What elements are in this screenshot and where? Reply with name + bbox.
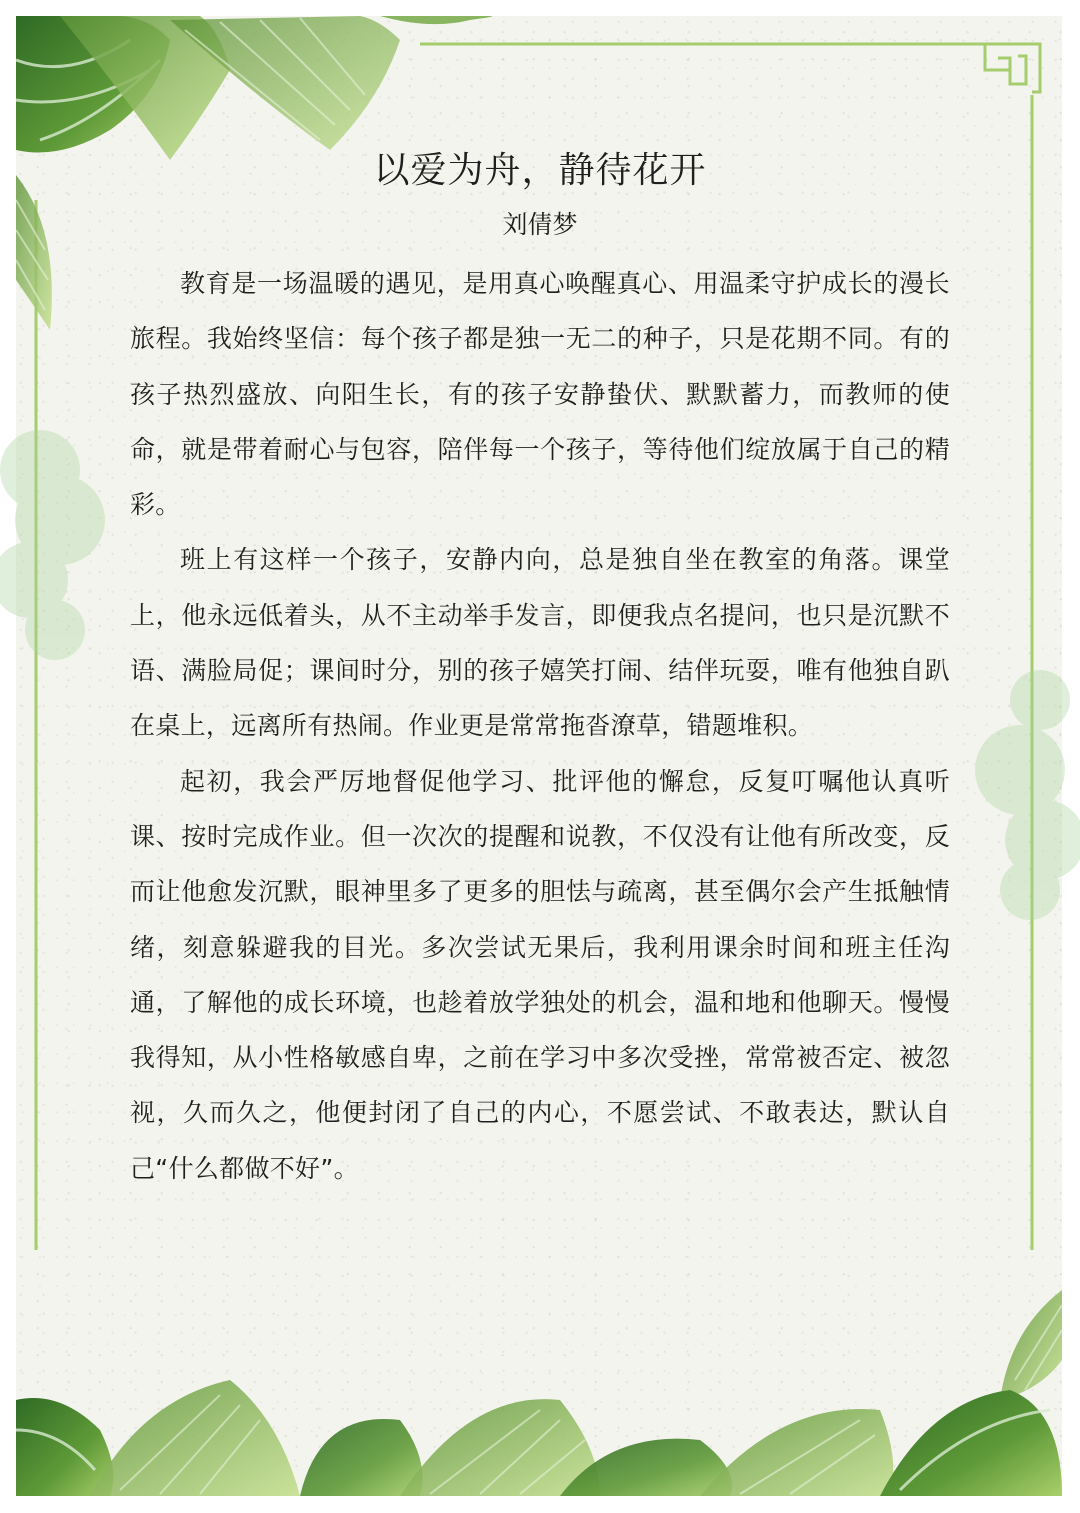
watercolor-tree-icon (975, 670, 1080, 920)
palm-leaf-icon (1000, 1290, 1062, 1400)
paragraph-1: 教育是一场温暖的遇见，是用真心唤醒真心、用温柔守护成长的漫长旅程。我始终坚信：每个孩子都是独一无二的种子，只是花期不同。有的孩子热烈盛放、向阳生长，有的孩子安静蛰伏、默默蓄力，而教师的使命，就是带着耐心与包容，陪伴每一个孩子，等待他们绽放属于自己的精彩。 (130, 269, 950, 520)
paragraph-2: 班上有这样一个孩子，安静内向，总是独自坐在教室的角落。课堂上，他永远低着头，从不主动举手发言，即便我点名提问，也只是沉默不语、满脸局促；课间时分，别的孩子嬉笑打闹、结伴玩耍，唯有他独自趴在桌上，远离所有热闹。作业更是常常拖沓潦草，错题堆积。 (130, 545, 950, 741)
watercolor-tree-icon (0, 430, 105, 660)
paragraph-3: 起初，我会严厉地督促他学习、批评他的懈怠，反复叮嘱他认真听课、按时完成作业。但一次次的提醒和说教，不仅没有让他有所改变，反而让他愈发沉默，眼神里多了更多的胆怯与疏离，甚至偶尔会产生抵触情绪，刻意躲避我的目光。多次尝试无果后，我利用课余时间和班主任沟通，了解他的成长环境，也趁着放学独处的机会，温和地和他聊天。慢慢我得知，从小性格敏感自卑，之前在学习中多次受挫，常常被否定、被忽视，久而久之，他便封闭了自己的内心，不愿尝试、不敢表达，默认自己“什么都做不好”。 (130, 766, 950, 1183)
article-title: 以爱为舟，静待花开 (373, 150, 707, 191)
greek-key-corner-icon (985, 44, 1040, 92)
article (130, 140, 950, 1196)
article-author: 刘倩梦 (502, 210, 578, 239)
palm-leaf-icon (16, 175, 52, 330)
monstera-leaf-icon (16, 1380, 1062, 1496)
monstera-leaf-icon (16, 16, 493, 160)
